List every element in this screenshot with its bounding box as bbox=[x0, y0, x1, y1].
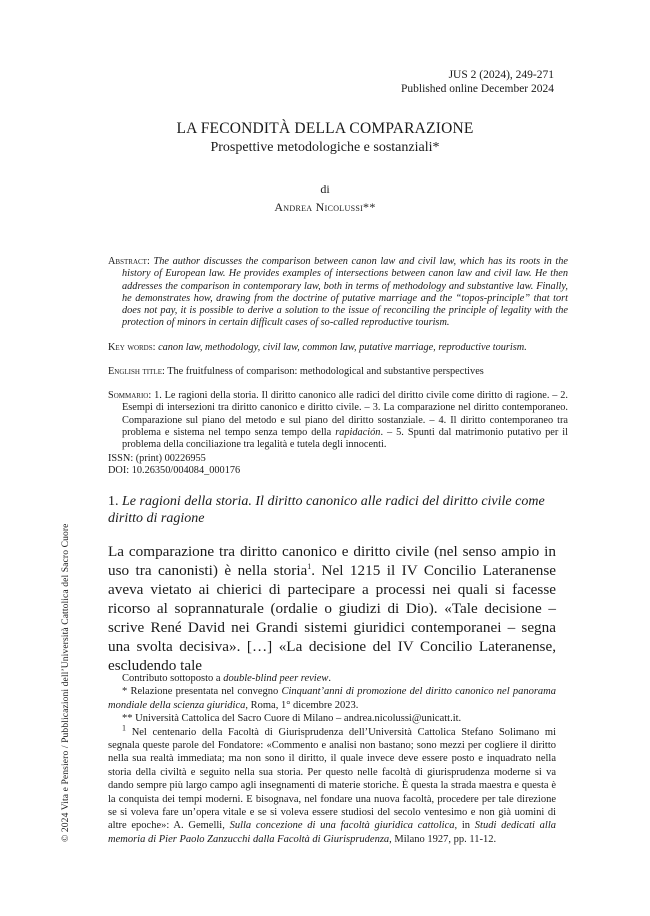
doi: DOI: 10.26350/004084_000176 bbox=[108, 465, 241, 476]
footnote-number: 1 bbox=[122, 723, 126, 733]
footnote-italic: Sulla concezione di una facoltà giuridica cattolica bbox=[229, 820, 455, 832]
footnote-double-star bbox=[108, 712, 556, 725]
article-subtitle: Prospettive metodologiche e sostanziali* bbox=[210, 140, 440, 155]
footnote-peer-review bbox=[108, 672, 556, 685]
abstract-label: Abstract: bbox=[108, 256, 150, 267]
footnote-text: ** Università Cattolica del Sacro Cuore di Milano – andrea.nicolussi@unicatt.it. bbox=[122, 713, 462, 725]
summary bbox=[108, 390, 568, 451]
keywords-label: Key words: bbox=[108, 342, 156, 353]
journal-citation: JUS 2 (2024), 249-271 bbox=[448, 69, 554, 81]
summary-text-b: . – 5. Spunti dal matrimonio putativo per il problema della conciliazione tra legalità e tutela degli innocenti. bbox=[122, 426, 568, 451]
footnote-text: . bbox=[328, 673, 332, 684]
footnote-1 bbox=[108, 723, 556, 847]
footnote-italic: Studi dedicati alla memoria di Pier Paolo Zanzucchi dalla Facoltà di Giurisprudenza bbox=[108, 820, 556, 845]
body-text-b: . Nel 1215 il IV Concilio Lateranense aveva vietato ai chierici di partecipare a processi nei quali si facesse ricorso al soprannaturale (ordalie o giudizi di Dio). «Tale decisione – scrive René David nei Grandi sistemi giuridici contemporanei – segna una svolta decisiva». […] «La decisione del IV Concilio Lateranense, escludendo tale bbox=[108, 562, 556, 674]
byline-di: di bbox=[320, 182, 330, 196]
section-title: Le ragioni della storia. Il diritto canonico alle radici del diritto civile come diritto di ragione bbox=[108, 494, 545, 526]
footnote-text: , in bbox=[454, 820, 475, 832]
section-heading bbox=[108, 493, 558, 527]
summary-label: Sommario: bbox=[108, 390, 152, 401]
keywords bbox=[108, 342, 568, 354]
english-title-text: The fruitfulness of comparison: methodological and substantive perspectives bbox=[167, 366, 484, 377]
abstract bbox=[108, 256, 568, 330]
footnote-text: * Relazione presentata nel convegno bbox=[122, 686, 282, 698]
article-title: LA FECONDITÀ DELLA COMPARAZIONE bbox=[176, 120, 474, 137]
copyright-side-note: © 2024 Vita e Pensiero / Pubblicazioni dell’Università Cattolica del Sacro Cuore bbox=[60, 523, 71, 842]
footnotes bbox=[108, 672, 556, 846]
footnote-text: Nel centenario della Facoltà di Giurisprudenza dell’Università Cattolica Stefano Solimano mi segnala queste parole del Fondatore: «Commento e analisi non bastano; sono mezzi per cogliere il diritto nella sua realtà immediata; ma non sono il diritto, il quale invece deve essere posto e inquadrato nella storia della civiltà e seguito nella sua storia. Per questo nelle facoltà di giurisprudenza moderne si va dando sempre più largo campo agli insegnamenti di materie storiche. È questa la strada maestra e questa è la conquista dei tempi moderni. E bisognava, nel fondare una nuova facoltà, procedere per tale direzione se si voleva fare un’opera vitale e se si voleva essere studiosi del secolo ventesimo e non già uomini di altre epoche»: A. Gemelli, bbox=[108, 726, 556, 832]
body-text-a: La comparazione tra diritto canonico e diritto civile (nel senso ampio in uso tra canonisti) è nella storia bbox=[108, 543, 556, 579]
published-date: Published online December 2024 bbox=[401, 83, 554, 95]
footnote-italic: Cinquant’anni di promozione del diritto canonico nel panorama mondiale della scienza giuridica bbox=[108, 686, 557, 711]
body-paragraph bbox=[108, 542, 556, 675]
english-title bbox=[108, 366, 568, 378]
footnote-text: Contributo sottoposto a bbox=[122, 673, 224, 684]
english-title-label: English title: bbox=[108, 366, 165, 377]
footnote-text: , Milano 1927, pp. 11-12. bbox=[389, 833, 497, 845]
footnote-star bbox=[108, 685, 556, 712]
footnote-text: , Roma, 1° dicembre 2023. bbox=[245, 699, 359, 711]
keywords-text: canon law, methodology, civil law, common law, putative marriage, reproductive tourism. bbox=[158, 342, 527, 353]
footnote-italic: double-blind peer review bbox=[223, 673, 329, 684]
journal-info bbox=[401, 68, 554, 96]
footnote-ref-1: 1 bbox=[307, 561, 312, 571]
author-name: Andrea Nicolussi** bbox=[274, 200, 376, 214]
issn: ISSN: (print) 00226955 bbox=[108, 453, 206, 464]
abstract-text: The author discusses the comparison between canon law and civil law, which has its roots in the history of European law. He provides examples of intersections between canon law and civil law. He then addresses the comparison in contemporary law, both in terms of methodology and substantive law. Finally, he demonstrates how, drawing from the doctrine of putative marriage and the “topos-principle” that tort does not pay, it is possible to derive a solution to the issue of reconciling the principle of legality with the protection of minors in certain difficult cases of so-called reproductive tourism. bbox=[122, 256, 568, 329]
summary-text-a: 1. Le ragioni della storia. Il diritto canonico alle radici del diritto civile come diritto di ragione. – 2. Esempi di intersezioni tra diritto canonico e diritto civile. – 3. La comparazione nel diritto contemporaneo. Comparazione sul piano del metodo e sul piano del diritto sostanziale. – 4. Il diritto contemporaneo tra problema e sistema nel tempo senza tempo della bbox=[122, 390, 568, 438]
section-number: 1. bbox=[108, 494, 122, 509]
summary-text-italic: rapidación bbox=[335, 426, 381, 438]
